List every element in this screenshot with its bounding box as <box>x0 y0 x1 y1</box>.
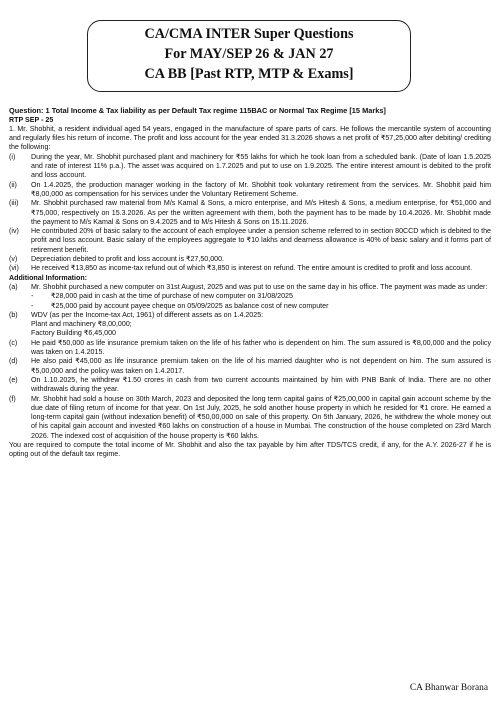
item-text: He also paid ₹45,000 as life insurance premium taken on the life of his married daughter who is not dependent on him. The sum assured is ₹5,00,000 and the policy was taken on 1.4.2017. <box>31 357 491 375</box>
list-item <box>9 181 491 200</box>
dash-text: ₹28,000 paid in cash at the time of purchase of new computer on 31/08/2025 <box>51 292 293 301</box>
dash-bullet: - <box>31 292 34 301</box>
author-footer: CA Bhanwar Borana <box>409 683 488 693</box>
list-item <box>9 311 491 320</box>
dash-bullet: - <box>31 301 34 310</box>
item-text: Depreciation debited to profit and loss account is ₹27,50,000. <box>31 255 225 264</box>
list-item <box>9 357 491 376</box>
wdv-line: Factory Building ₹6,45,000 <box>31 329 116 338</box>
item-text: Mr. Shobhit purchased raw material from M/s Kamal & Sons, a micro enterprise, and M/s Hitesh & Sons, a medium enterprise, for ₹51,000 and ₹75,000, respectively on 15.3.2026. As per the written agreement with them, both the payment has to be made by 10.4.2026. Mr. Shobhit made the payment to M/s Kamal & Sons on 9.4.2025 and to M/s Hitesh & Sons on 15.11.2026. <box>31 199 491 226</box>
list-item <box>9 227 491 255</box>
item-label: (iii) <box>9 199 19 208</box>
title-line-1: CA/CMA INTER Super Questions <box>144 26 354 42</box>
list-item <box>9 264 491 273</box>
item-label: (d) <box>9 357 18 366</box>
dash-item <box>9 292 491 301</box>
item-text: He paid ₹50,000 as life insurance premium taken on the life of his father who is dependent on him. The sum assured is ₹8,00,000 and the policy was taken on 1.4.2015. <box>31 338 491 357</box>
question-source: RTP SEP - 25 <box>9 115 54 124</box>
list-item <box>9 339 491 358</box>
item-label: (v) <box>9 255 18 264</box>
dash-item <box>9 302 491 311</box>
list-item <box>9 376 491 395</box>
item-label: (e) <box>9 375 18 384</box>
item-label: (f) <box>9 394 16 403</box>
question-intro: 1. Mr. Shobhit, a resident individual aged 54 years, engaged in the manufacture of spare parts of cars. He follows the mercantile system of accounting and regularly files his return of income. The profit and loss account for the year ended 31.3.2026 shows a net profit of ₹57,25,000 after debiting/ crediting the following: <box>9 124 491 152</box>
item-text: WDV (as per the Income-tax Act, 1961) of different assets as on 1.4.2025: <box>31 310 264 319</box>
item-text: Mr. Shobhit had sold a house on 30th March, 2023 and deposited the long term capital gains of ₹25,00,000 in capital gain account scheme by the due date of filing return of income for that year. On 1st July, 2025, he sold another house property in which he resided for ₹1 crore. He earned a long-term capital gain (without indexation benefit) of ₹50,00,000 on sale of this property. On 5th January, 2026, he withdrew the whole money out of his capital gain account and invested ₹60 lakhs on construction of a house in Mumbai. The construction of the house completed on 23rd March 2026. The indexed cost of acquisition of the house property is ₹60 lakhs. <box>31 394 491 440</box>
wdv-line: Plant and machinery ₹8,00,000; <box>31 320 132 329</box>
item-label: (ii) <box>9 180 17 189</box>
item-text: He received ₹13,850 as income-tax refund out of which ₹3,850 is interest on refund. The entire amount is credited to profit and loss account. <box>31 264 473 273</box>
title-line-2: For MAY/SEP 26 & JAN 27 <box>164 46 334 62</box>
list-item <box>9 153 491 181</box>
list-item <box>9 255 491 264</box>
item-text: Mr. Shobhit purchased a new computer on 31st August, 2025 and was put to use on the same day in his office. The payment was made as under: <box>31 282 488 291</box>
question-body <box>9 106 491 460</box>
item-text: On 1.4.2025, the production manager working in the factory of Mr. Shobhit took voluntary retirement from the services. Mr. Shobhit paid him ₹8,00,000 as compensation for his services under the Voluntary Retirement Scheme. <box>31 180 491 198</box>
item-text: He contributed 20% of basic salary to the account of each employee under a pension scheme referred to in section 80CCD which is debited to the profit and loss account. Basic salary of the employees aggregate to ₹10 lakhs and dearness allowance is 40% of basic salary and it forms part of retirement benefit. <box>31 227 491 254</box>
list-item <box>9 395 491 441</box>
list-item <box>9 283 491 292</box>
question-title: Question: 1 Total Income & Tax liability as per Default Tax regime 115BAC or Normal Tax Regime [15 Marks] <box>9 106 386 115</box>
title-line-3: CA BB [Past RTP, MTP & Exams] <box>144 66 354 82</box>
item-label: (iv) <box>9 227 19 236</box>
additional-heading: Additional Information: <box>9 273 88 282</box>
item-label: (vi) <box>9 264 19 273</box>
dash-text: ₹25,000 paid by account payee cheque on 05/09/2025 as balance cost of new computer <box>51 301 329 310</box>
item-text: During the year, Mr. Shobhit purchased plant and machinery for ₹55 lakhs for which he took loan from a scheduled bank. (Date of loan 1.5.2025 and rate of interest 11% p.a.). The asset was acquired on 1.7.2025 and put to use on 1.9.2025. The entire interest amount is debited to the profit and loss account. <box>31 152 491 180</box>
list-item <box>9 199 491 227</box>
item-label: (b) <box>9 310 18 319</box>
item-label: (a) <box>9 282 18 291</box>
item-label: (i) <box>9 152 16 161</box>
title-box <box>87 20 411 92</box>
item-label: (c) <box>9 338 18 347</box>
closing-instruction: You are required to compute the total income of Mr. Shobhit and also the tax payable by him after TDS/TCS credit, if any, for the A.Y. 2026-27 if he is opting out of the default tax regime. <box>9 440 491 459</box>
item-text: On 1.10.2025, he withdrew ₹1.50 crores in cash from two current accounts maintained by him with PNB Bank of India. There are no other withdrawals during the year. <box>31 375 491 394</box>
